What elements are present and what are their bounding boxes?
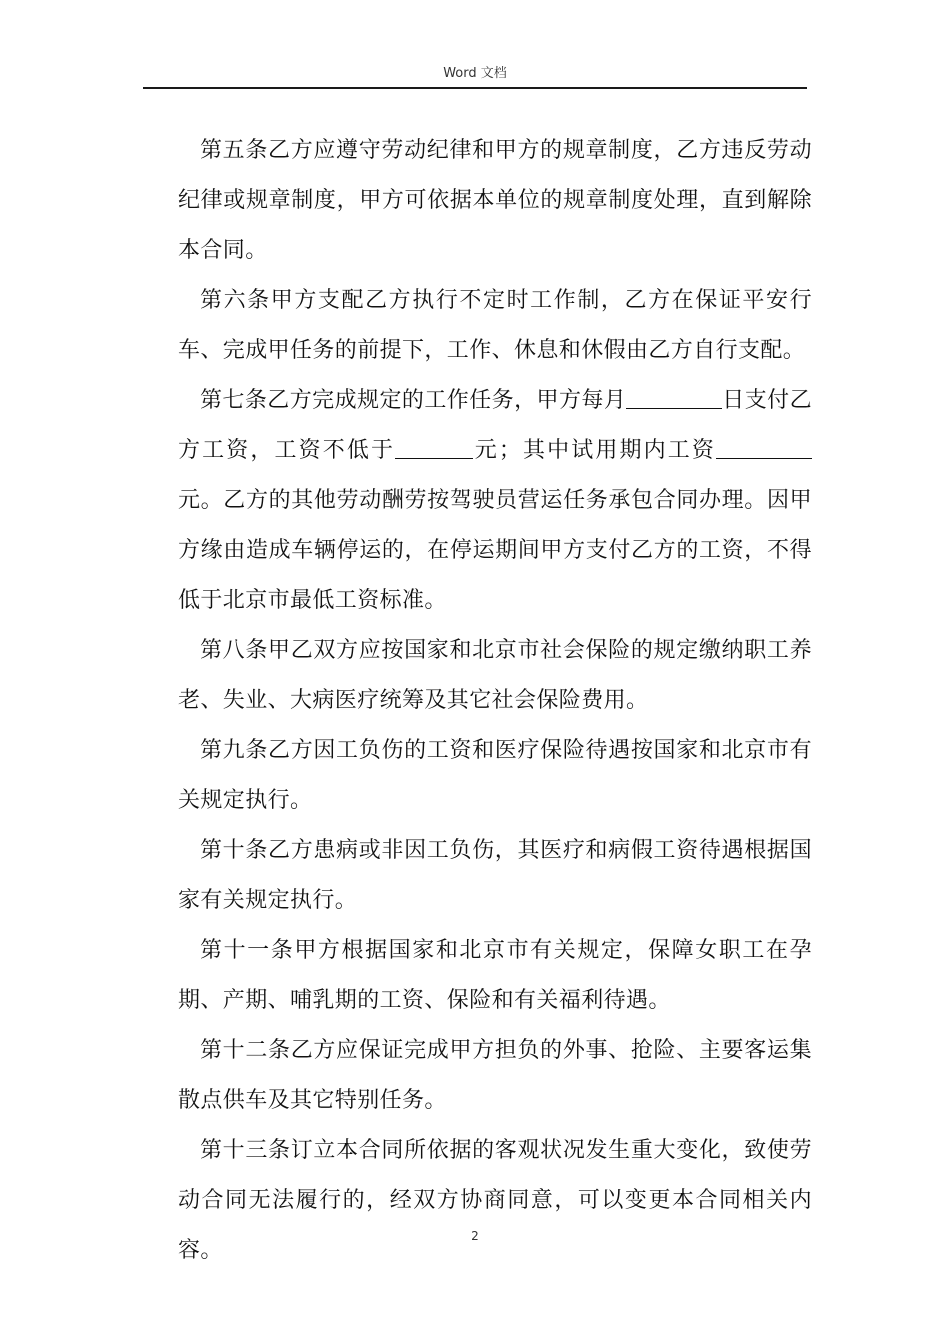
page-number: 2	[471, 1229, 479, 1243]
header-divider	[143, 87, 807, 89]
article-8: 第八条甲乙双方应按国家和北京市社会保险的规定缴纳职工养老、失业、大病医疗统筹及其它社会保险费用。	[178, 638, 812, 713]
article-7	[178, 376, 812, 626]
article-13: 第十三条订立本合同所依据的客观状况发生重大变化，致使劳动合同无法履行的，经双方协商同意，可以变更本合同相关内容。	[178, 1138, 812, 1263]
article-7-text-1: 第七条乙方完成规定的工作任务，甲方每月	[200, 388, 627, 413]
article-7-text-3: 元；其中试用期内工资	[473, 438, 716, 463]
blank-probation-wage	[716, 436, 812, 459]
article-5: 第五条乙方应遵守劳动纪律和甲方的规章制度，乙方违反劳动纪律或规章制度，甲方可依据本单位的规章制度处理，直到解除本合同。	[178, 138, 812, 263]
article-12: 第十二条乙方应保证完成甲方担负的外事、抢险、主要客运集散点供车及其它特别任务。	[178, 1038, 812, 1113]
blank-min-wage	[395, 436, 473, 459]
article-9: 第九条乙方因工负伤的工资和医疗保险待遇按国家和北京市有关规定执行。	[178, 738, 812, 813]
article-11: 第十一条甲方根据国家和北京市有关规定，保障女职工在孕期、产期、哺乳期的工资、保险和有关福利待遇。	[178, 938, 812, 1013]
article-10: 第十条乙方患病或非因工负伤，其医疗和病假工资待遇根据国家有关规定执行。	[178, 838, 812, 913]
document-header: Word 文档	[443, 66, 507, 81]
article-7-text-4: 元。乙方的其他劳动酬劳按驾驶员营运任务承包合同办理。因甲方缘由造成车辆停运的，在停运期间甲方支付乙方的工资，不得低于北京市最低工资标准。	[178, 488, 812, 613]
article-7-text-2: 日支付乙方工资，工资不低于	[178, 388, 812, 463]
article-6: 第六条甲方支配乙方执行不定时工作制，乙方在保证平安行车、完成甲任务的前提下，工作、休息和休假由乙方自行支配。	[178, 288, 812, 363]
blank-pay-day	[626, 386, 722, 409]
document-body	[178, 126, 812, 1276]
